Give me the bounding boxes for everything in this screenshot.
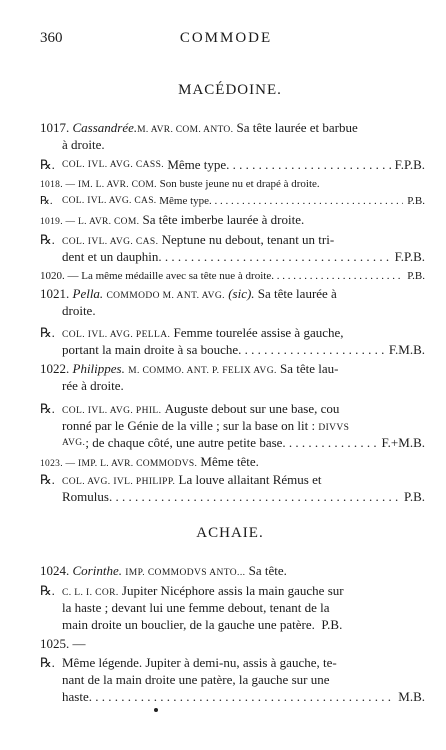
ink-dot-mark — [154, 708, 158, 712]
entry-1021-reverse: ℞. COL. IVL. AVG. PELLA. Femme tourelée assise à gauche, — [40, 325, 344, 340]
entry-1021-reverse-cont: portant la main droite à sa bouche . . . F.M.B. — [40, 342, 425, 358]
entry-1025-reverse-cont: nant de la main droite une patère, la gauche sur une — [62, 672, 330, 687]
entry-1022-reverse-cont: ronné par le Génie de la ville ; sur la base on lit : DIVVS — [62, 418, 350, 433]
section-title-macedoine: MACÉDOINE. — [178, 82, 282, 98]
reverse-mark: ℞. — [40, 157, 55, 172]
entry-1022-cont: rée à droite. — [62, 378, 124, 393]
entry-1022-reverse-end: AVG. ; de chaque côté, une autre petite base . . . F.+M.B. — [40, 435, 425, 451]
entry-1018: 1018. — IM. L. AVR. COM. Son buste jeune nu et drapé à droite. — [40, 178, 320, 190]
entry-1018-reverse: ℞. COL. IVL. AVG. CAS. Même type . . . P.B. — [40, 193, 425, 209]
page-header — [40, 30, 412, 50]
entry-1023-reverse-cont: Romulus . . . P.B. — [40, 489, 425, 505]
running-title: COMMODE — [179, 30, 273, 46]
entry-1023-reverse: ℞. COL. AVG. IVL. PHILIPP. La louve allaitant Rémus et — [40, 472, 322, 487]
entry-1017: 1017. Cassandrée.M. AVR. COM. ANTO. Sa tête laurée et barbue — [40, 120, 358, 135]
section-title-achaie: ACHAIE. — [196, 525, 264, 541]
page-number: 360 — [40, 30, 63, 46]
entry-1020: 1020. — La même médaille avec sa tête nue à droite . . . P.B. — [40, 268, 425, 284]
entry-1021: 1021. Pella. COMMODO M. ANT. AVG. (sic). Sa tête laurée à — [40, 286, 337, 301]
entry-1019-reverse-cont: dent et un dauphin . . . F.P.B. — [40, 249, 425, 265]
entry-1025: 1025. — — [40, 636, 86, 651]
entry-1019-reverse: ℞. COL. IVL. AVG. CAS. Neptune nu debout, tenant un tri- — [40, 232, 335, 247]
entry-1017-reverse: ℞. COL. IVL. AVG. CASS. Même type . . . F.P.B. — [40, 157, 425, 173]
entry-1019: 1019. — L. AVR. COM. Sa tête imberbe laurée à droite. — [40, 212, 305, 227]
entry-1022: 1022. Philippes. M. COMMO. ANT. P. FELIX AVG. Sa tête lau- — [40, 361, 339, 376]
entry-1022-reverse: ℞. COL. IVL. AVG. PHIL. Auguste debout sur une base, cou — [40, 401, 340, 416]
entry-1024-reverse-end: main droite un bouclier, de la gauche une patère. P.B. — [62, 617, 343, 632]
entry-1025-reverse-end: haste . . . M.B. — [40, 689, 425, 705]
entry-1024-reverse-cont: la haste ; devant lui une femme debout, tenant de la — [62, 600, 330, 615]
entry-1021-cont: droite. — [62, 303, 96, 318]
entry-1025-reverse: ℞. Même légende. Jupiter à demi-nu, assis à gauche, te- — [40, 655, 337, 670]
entry-1024-reverse: ℞. C. L. I. COR. Jupiter Nicéphore assis la main gauche sur — [40, 583, 344, 598]
entry-1017-cont: à droite. — [62, 137, 105, 152]
entry-1024: 1024. Corinthe. IMP. COMMODVS ANTO... Sa tête. — [40, 563, 287, 578]
entry-1023: 1023. — IMP. L. AVR. COMMODVS. Même tête. — [40, 454, 259, 469]
